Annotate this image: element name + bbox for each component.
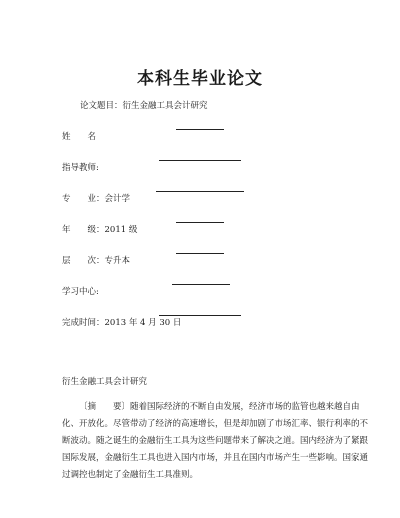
section-heading: 衍生金融工具会计研究: [62, 377, 148, 387]
center-label: 学习中心:: [62, 287, 99, 297]
major-underline: [156, 191, 244, 192]
abstract-line: 过调控也制定了金融衍生工具准则。: [62, 470, 199, 480]
grade-field: 年 级：2011 级: [62, 225, 138, 235]
name-label: 姓 名: [62, 132, 97, 142]
center-underline: [172, 284, 230, 285]
abstract-line: 化、开放化。尽管带动了经济的高速增长，但是却加剧了市场汇率、银行利率的不: [62, 419, 369, 429]
advisor-underline: [159, 160, 241, 161]
level-field: 层 次：专升本: [62, 256, 131, 266]
thesis-title: 论文题目：衍生金融工具会计研究: [80, 101, 208, 111]
date-underline: [159, 315, 241, 316]
grade-underline: [176, 222, 224, 223]
advisor-label: 指导教师:: [62, 163, 99, 173]
abstract-line: 〔摘 要〕随着国际经济的不断自由发展，经济市场的监管也越来越自由: [79, 402, 360, 412]
major-field: 专 业：会计学: [62, 194, 131, 204]
abstract-line: 断波动。随之诞生的金融衍生工具为这些问题带来了解决之道。国内经济为了紧跟: [62, 436, 369, 446]
abstract-paragraph: [62, 399, 369, 484]
name-underline: [176, 129, 224, 130]
date-field: 完成时间：2013 年 4 月 30 日: [62, 318, 182, 328]
abstract-line: 国际发展，金融衍生工具也进入国内市场，并且在国内市场产生一些影响。国家通: [62, 453, 369, 463]
level-underline: [176, 253, 224, 254]
page-title: 本科生毕业论文: [137, 69, 263, 89]
